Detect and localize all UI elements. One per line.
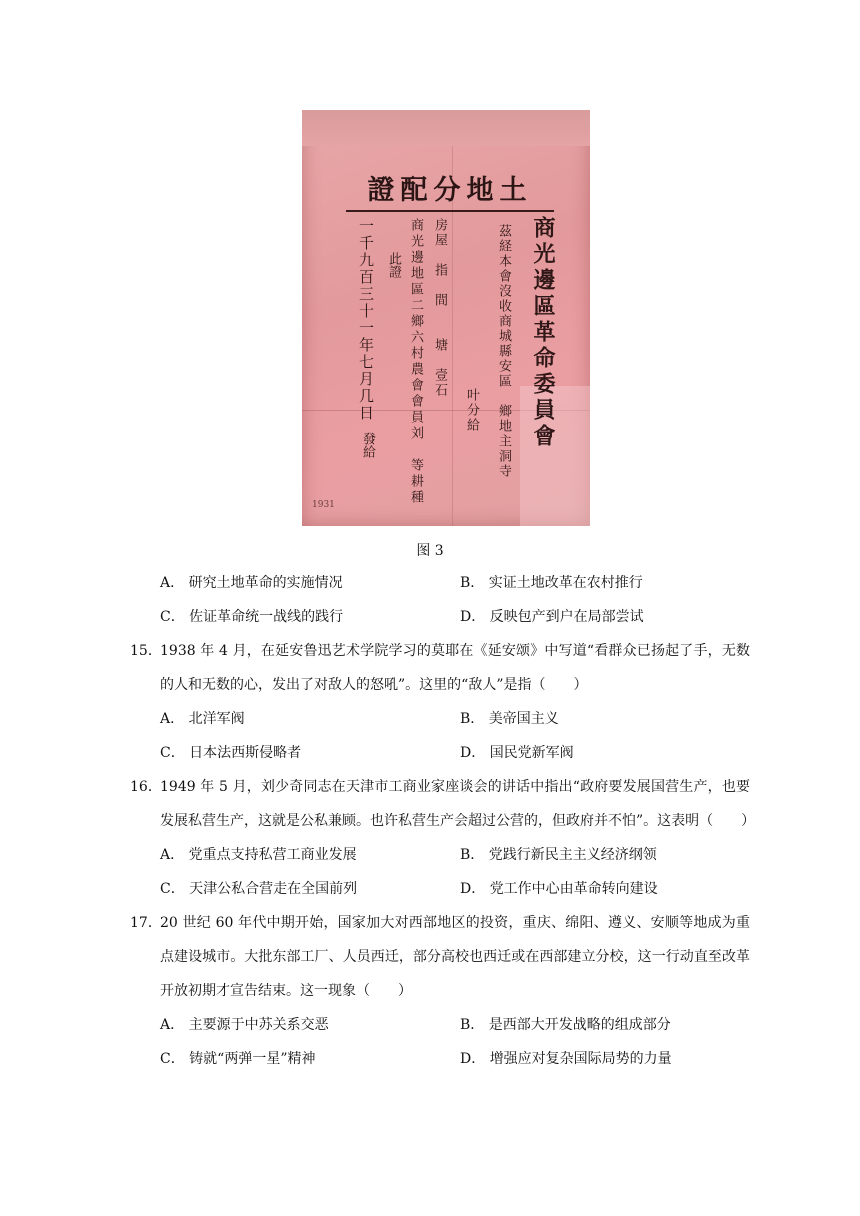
certificate-rule xyxy=(346,210,554,212)
question-17 xyxy=(130,906,750,1008)
question-stem: 1938 年 4 月，在延安鲁迅艺术学院学习的莫耶在《延安颂》中写道“看群众已扬起了手，无数的人和无数的心，发出了对敌人的怒吼”。这里的“敌人”是指（ ） xyxy=(160,643,750,693)
question-number: 16． xyxy=(130,779,162,795)
q16-option-a[interactable]: A． 党重点支持私营工商业发展 xyxy=(160,847,357,863)
q17-options xyxy=(130,1008,750,1076)
certificate-title: 土地分配證 xyxy=(367,175,533,206)
q17-option-b[interactable]: B． 是西部大开发战略的组成部分 xyxy=(460,1017,671,1033)
q14-option-c[interactable]: C． 佐证革命统一战线的践行 xyxy=(160,609,344,625)
certificate-top-strip xyxy=(302,110,590,146)
certificate-column-4: 房屋 指 間 塘 壹石 xyxy=(432,218,447,398)
question-stem: 20 世纪 60 年代中期开始，国家加大对西部地区的投资，重庆、绵阳、遵义、安顺等地成为重点建设城市。大批东部工厂、人员西迁，部分高校也西迁或在西部建立分校，这一行动直至改革开放初期才宣告结束。这一现象（ ） xyxy=(160,915,750,999)
q16-option-b[interactable]: B． 党践行新民主主义经济纲领 xyxy=(460,847,657,863)
question-number: 17． xyxy=(130,915,162,931)
certificate-column-5: 商光邊地區二鄉六村農會會員刘 等耕種 xyxy=(408,218,423,506)
certificate-column-7: 一千九百三十一年七月几日 xyxy=(357,218,375,422)
q15-option-c[interactable]: C． 日本法西斯侵略者 xyxy=(160,745,302,761)
q16-option-d[interactable]: D． 党工作中心由革命转向建设 xyxy=(460,881,658,897)
questions-block xyxy=(130,566,756,1076)
figure-caption: 图 3 xyxy=(416,543,444,559)
question-number: 15． xyxy=(130,643,162,659)
q17-option-a[interactable]: A． 主要源于中苏关系交恶 xyxy=(160,1017,329,1033)
q14-option-a[interactable]: A． 研究土地革命的实施情况 xyxy=(160,575,343,591)
q17-option-c[interactable]: C． 铸就“两弹一星”精神 xyxy=(160,1051,316,1067)
q16-option-c[interactable]: C． 天津公私合营走在全国前列 xyxy=(160,881,358,897)
certificate-column-8: 發給 xyxy=(360,432,375,458)
certificate-column-3: 叶分給 xyxy=(464,238,479,433)
q16-options xyxy=(130,838,750,906)
certificate-column-2: 茲経本會沒收商城縣安區 鄉地主洞寺 xyxy=(496,224,511,479)
question-16 xyxy=(130,770,756,838)
q14-option-d[interactable]: D． 反映包产到户在局部尝试 xyxy=(460,609,644,625)
q14-option-b[interactable]: B． 实证土地改革在农村推行 xyxy=(460,575,643,591)
certificate-column-1: 商光邊區革命委員會 xyxy=(530,216,556,450)
handwritten-mark: 1931 xyxy=(312,500,335,510)
land-certificate-figure xyxy=(302,110,590,526)
q15-option-a[interactable]: A． 北洋军阀 xyxy=(160,711,245,727)
question-stem: 1949 年 5 月，刘少奇同志在天津市工商业家座谈会的讲话中指出“政府要发展国营生产，也要发展私营生产，这就是公私兼顾。也许私营生产会超过公营的，但政府并不怕”。这表明（ ） xyxy=(160,779,756,829)
q15-option-b[interactable]: B． 美帝国主义 xyxy=(460,711,559,727)
q15-option-d[interactable]: D． 国民党新军阀 xyxy=(460,745,574,761)
q17-option-d[interactable]: D． 增强应对复杂国际局势的力量 xyxy=(460,1051,672,1067)
q15-options xyxy=(130,702,750,770)
q14-options xyxy=(130,566,750,634)
certificate-column-6: 此證 xyxy=(386,252,401,278)
question-15 xyxy=(130,634,750,702)
